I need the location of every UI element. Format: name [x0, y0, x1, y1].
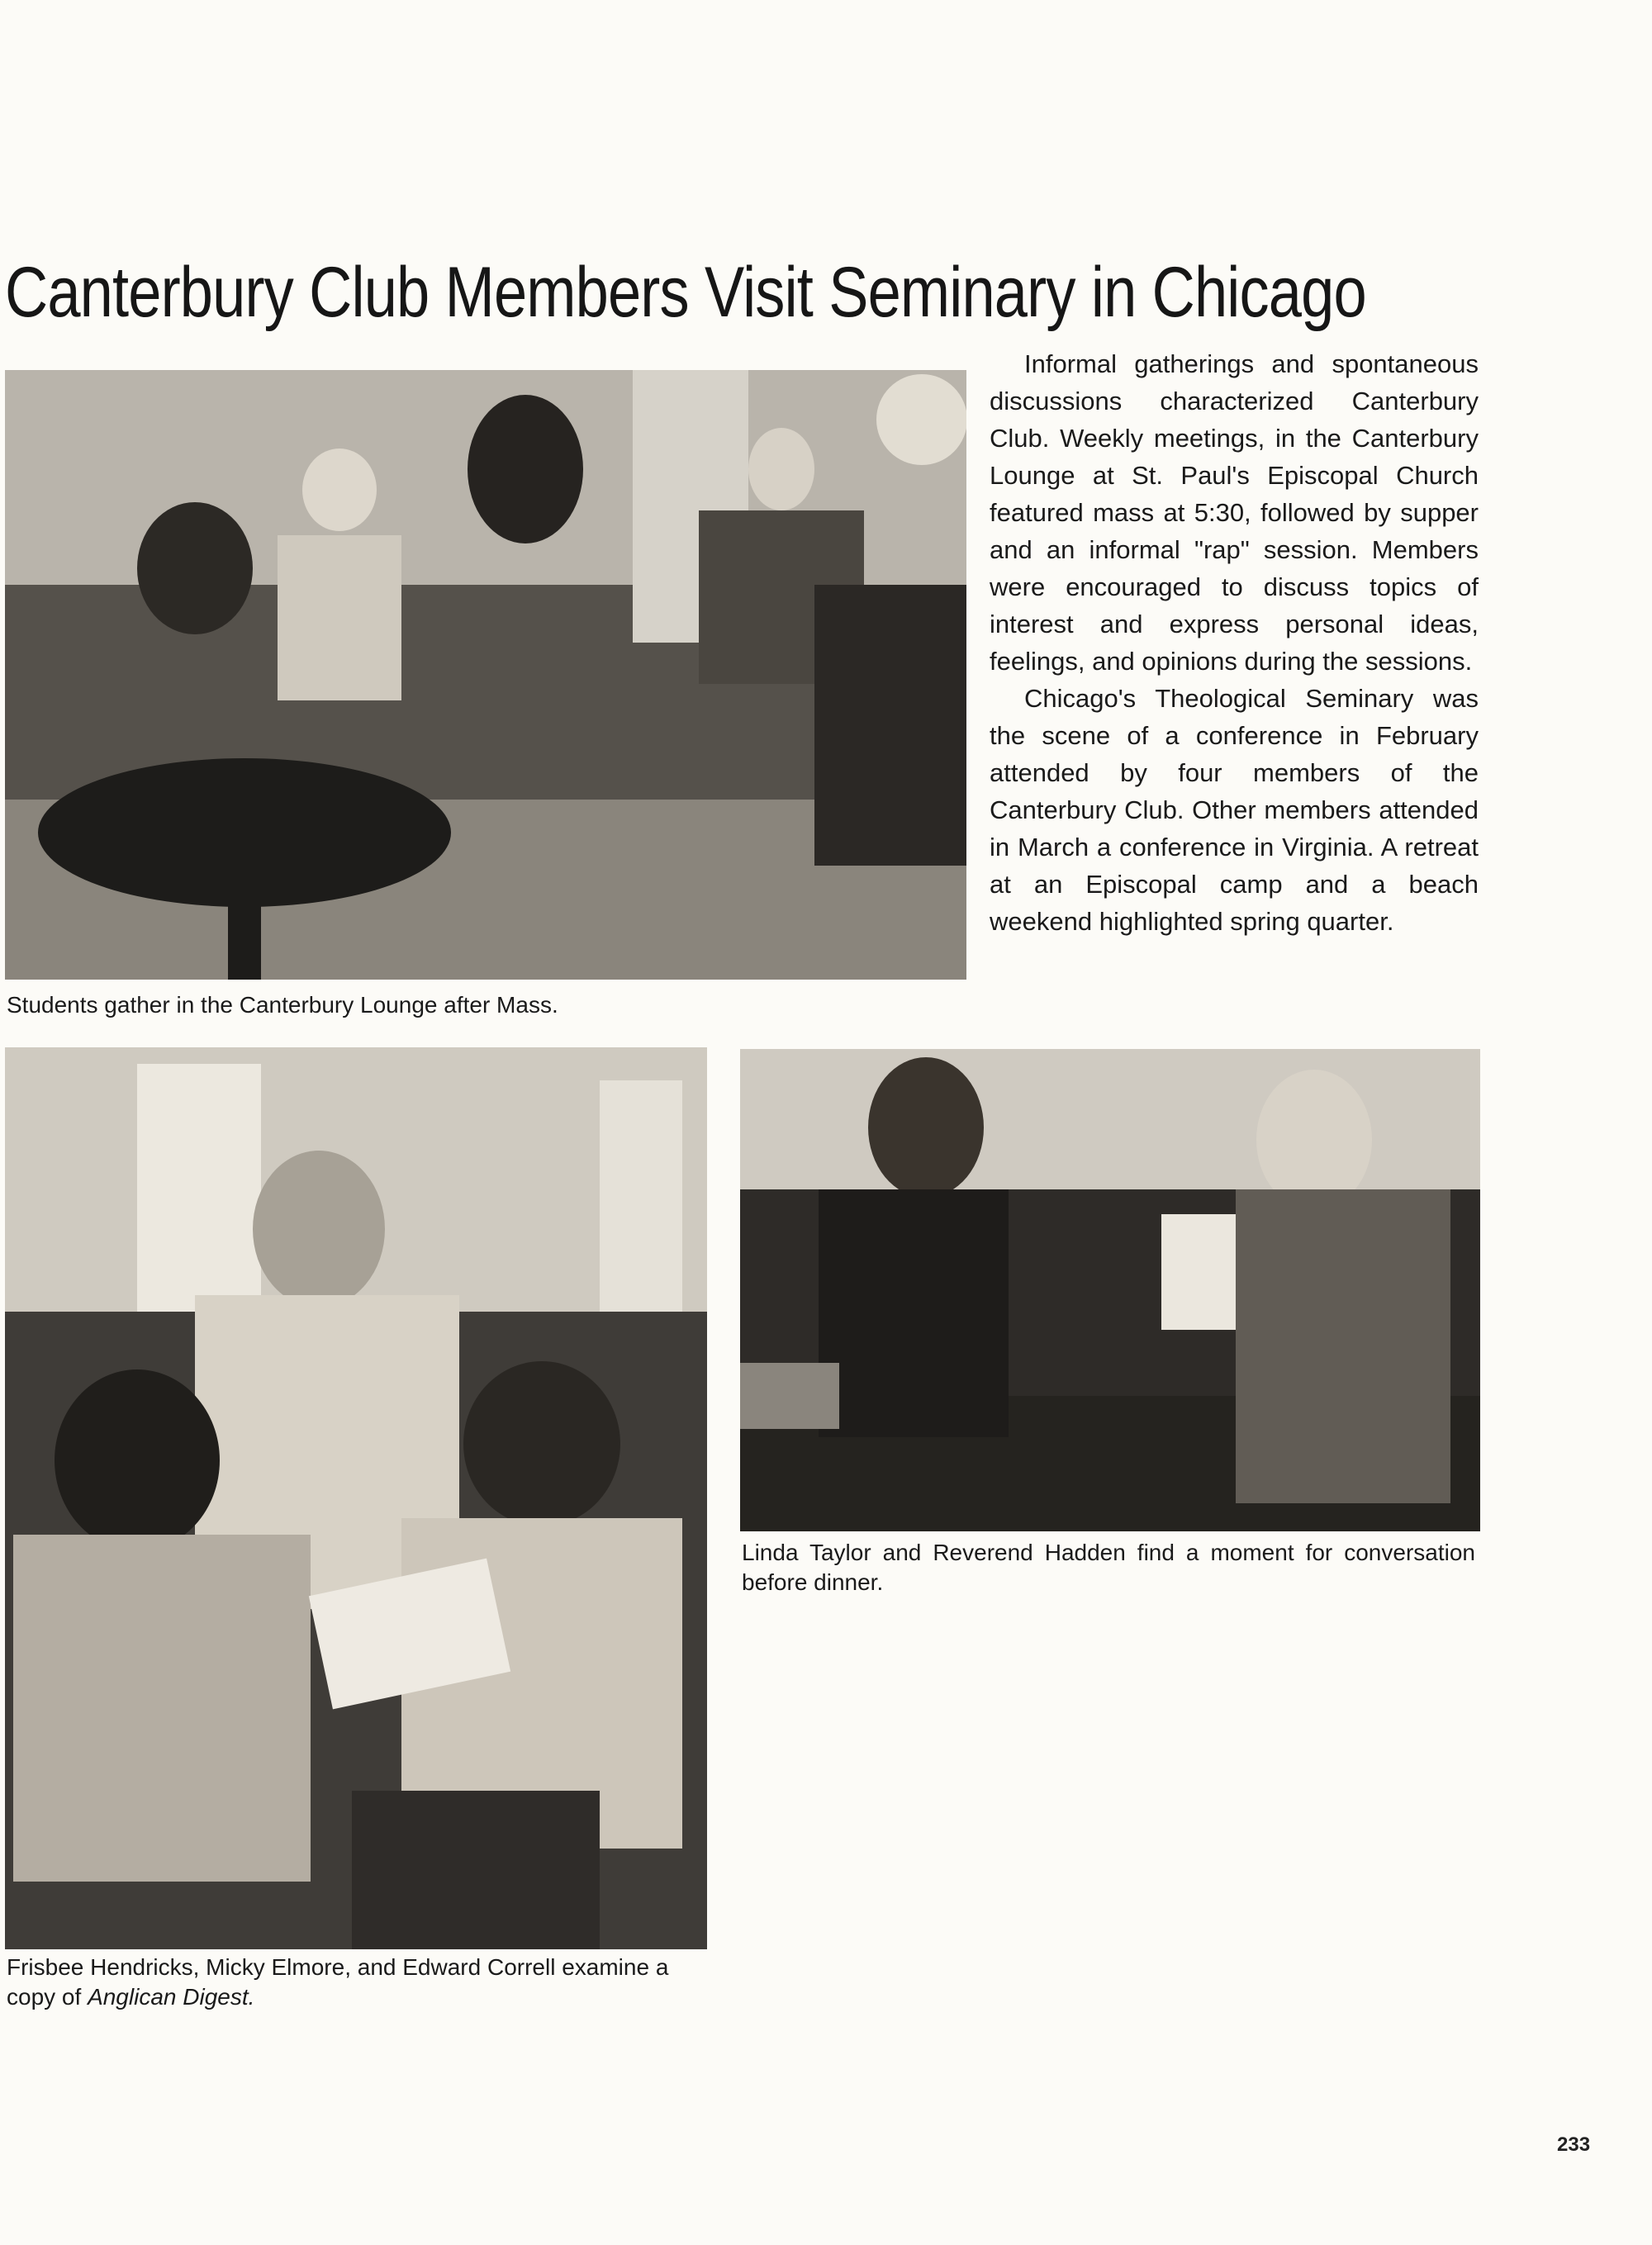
- page-number: 233: [1557, 2133, 1591, 2156]
- conversation-caption: Linda Taylor and Reverend Hadden find a moment for conversation before dinner.: [742, 1540, 1475, 1595]
- digest-caption-text: Frisbee Hendricks, Micky Elmore, and Edward Correll examine a copy of: [7, 1954, 669, 2010]
- digest-caption: [7, 1953, 700, 2012]
- digest-photo: [5, 1047, 707, 1949]
- lounge-photo: [5, 370, 966, 980]
- article-body: [990, 345, 1479, 940]
- body-paragraph: Informal gatherings and spontaneous discussions characterized Canterbury Club. Weekly meetings, in the Canterbury Lounge at St. Paul's Episcopal Church featured mass at 5:30, followed by supper and an informal "rap" session. Members were encouraged to discuss topics of interest and express personal ideas, feelings, and opinions during the sessions.: [990, 349, 1479, 676]
- body-paragraph: Chicago's Theological Seminary was the scene of a conference in February attended by four members of the Canterbury Club. Other members attended in March a conference in Virginia. A retreat at an Episcopal camp and a beach weekend highlighted spring quarter.: [990, 684, 1479, 936]
- digest-caption-title: Anglican Digest.: [88, 1984, 255, 2010]
- lounge-caption: Students gather in the Canterbury Lounge after Mass.: [7, 992, 558, 1018]
- page-title: Canterbury Club Members Visit Seminary in Chicago: [5, 253, 1366, 332]
- conversation-photo: [740, 1049, 1480, 1531]
